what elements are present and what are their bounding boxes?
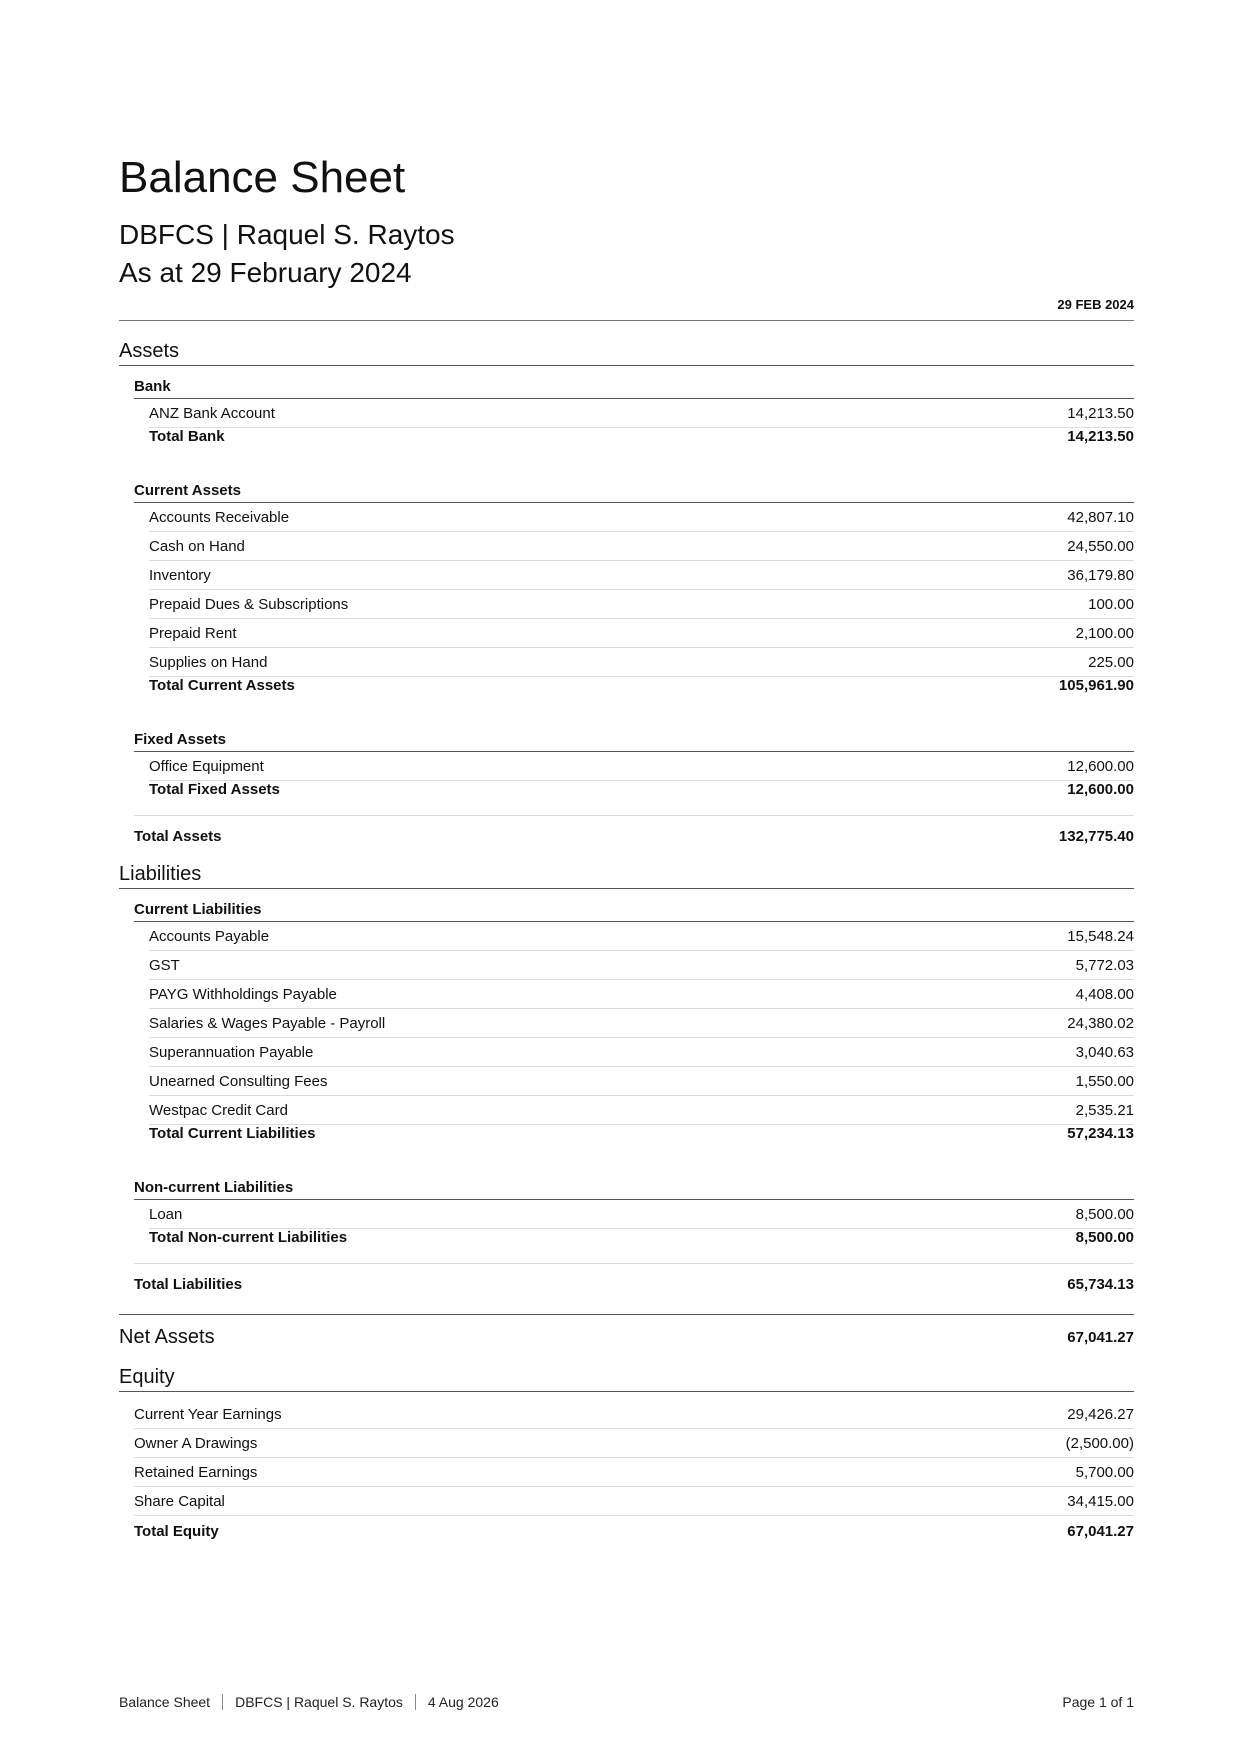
account-row[interactable]: Office Equipment 12,600.00 — [149, 752, 1134, 781]
account-row[interactable]: Loan 8,500.00 — [149, 1200, 1134, 1229]
group-heading: Non-current Liabilities — [134, 1175, 1134, 1200]
column-date-header: 29 FEB 2024 — [1057, 297, 1134, 312]
account-row[interactable]: GST 5,772.03 — [149, 951, 1134, 980]
section-liabilities-heading: Liabilities — [119, 856, 1134, 889]
total-equity-row: Total Equity 67,041.27 — [134, 1522, 1134, 1540]
group-heading: Current Assets — [134, 478, 1134, 503]
account-row[interactable]: Salaries & Wages Payable - Payroll 24,380.02 — [149, 1009, 1134, 1038]
equity-rows — [134, 1400, 1134, 1546]
account-row[interactable]: Owner A Drawings (2,500.00) — [134, 1429, 1134, 1458]
net-assets-row: Net Assets 67,041.27 — [119, 1314, 1134, 1359]
account-row[interactable]: Supplies on Hand 225.00 — [149, 648, 1134, 677]
section-assets-heading: Assets — [119, 321, 1134, 366]
account-row[interactable]: Unearned Consulting Fees 1,550.00 — [149, 1067, 1134, 1096]
report-title: Balance Sheet — [119, 153, 406, 202]
group-bank — [134, 374, 1134, 450]
footer-report-name: Balance Sheet — [119, 1694, 211, 1710]
group-fixed-assets — [134, 727, 1134, 803]
group-total-row: Total Current Liabilities 57,234.13 — [149, 1125, 1134, 1142]
account-row[interactable]: Westpac Credit Card 2,535.21 — [149, 1096, 1134, 1125]
account-row[interactable]: Inventory 36,179.80 — [149, 561, 1134, 590]
account-row[interactable]: Accounts Receivable 42,807.10 — [149, 503, 1134, 532]
account-row[interactable]: Current Year Earnings 29,426.27 — [134, 1400, 1134, 1429]
report-date: As at 29 February 2024 — [119, 257, 412, 288]
organisation-name: DBFCS | Raquel S. Raytos — [119, 219, 455, 250]
account-row[interactable]: Prepaid Dues & Subscriptions 100.00 — [149, 590, 1134, 619]
group-total-row: Total Fixed Assets 12,600.00 — [149, 781, 1134, 798]
group-total-row: Total Current Assets 105,961.90 — [149, 677, 1134, 694]
account-row[interactable]: Share Capital 34,415.00 — [134, 1487, 1134, 1516]
footer-org-name: DBFCS | Raquel S. Raytos — [222, 1694, 415, 1710]
section-equity-heading: Equity — [119, 1359, 1134, 1392]
group-total-row: Total Bank 14,213.50 — [149, 428, 1134, 445]
account-row[interactable]: ANZ Bank Account 14,213.50 — [149, 399, 1134, 428]
account-row[interactable]: Cash on Hand 24,550.00 — [149, 532, 1134, 561]
group-current-liabilities — [134, 897, 1134, 1147]
page-footer — [119, 1694, 1134, 1710]
account-row[interactable]: PAYG Withholdings Payable 4,408.00 — [149, 980, 1134, 1009]
group-heading: Bank — [134, 374, 1134, 399]
footer-print-date: 4 Aug 2026 — [415, 1694, 511, 1710]
account-row[interactable]: Superannuation Payable 3,040.63 — [149, 1038, 1134, 1067]
group-heading: Fixed Assets — [134, 727, 1134, 752]
group-current-assets — [134, 478, 1134, 699]
account-row[interactable]: Retained Earnings 5,700.00 — [134, 1458, 1134, 1487]
account-row[interactable]: Prepaid Rent 2,100.00 — [149, 619, 1134, 648]
total-assets-row: Total Assets 132,775.40 — [134, 815, 1134, 856]
total-liabilities-row: Total Liabilities 65,734.13 — [134, 1263, 1134, 1304]
account-row[interactable]: Accounts Payable 15,548.24 — [149, 922, 1134, 951]
group-total-row: Total Non-current Liabilities 8,500.00 — [149, 1229, 1134, 1246]
footer-page-number: Page 1 of 1 — [1062, 1694, 1134, 1710]
group-heading: Current Liabilities — [134, 897, 1134, 922]
report-body — [119, 321, 1134, 1546]
group-noncurrent-liabilities — [134, 1175, 1134, 1251]
